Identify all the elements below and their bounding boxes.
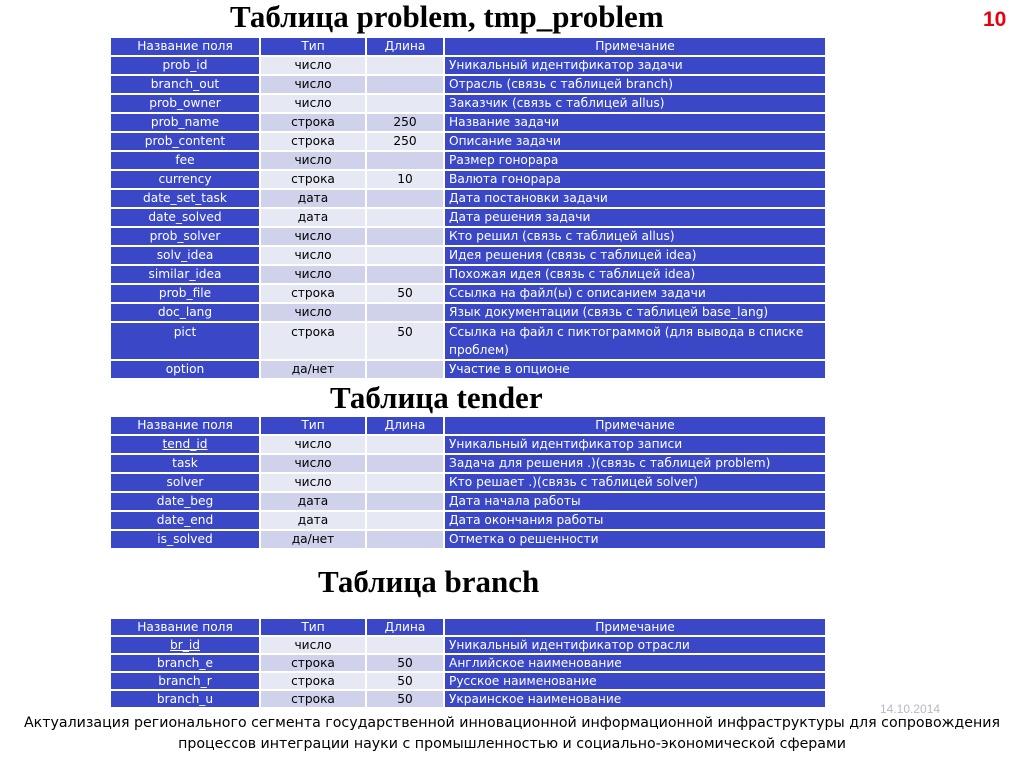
note-cell: Название задачи [445,114,825,131]
field-name-cell: solv_idea [111,247,259,264]
type-cell: число [261,95,365,112]
type-cell: число [261,152,365,169]
type-cell: строка [261,323,365,359]
field-name-cell: branch_e [111,655,259,671]
table-row [111,512,825,529]
table-row [111,95,825,112]
column-header-type: Тип [261,38,365,55]
note-cell: Отрасль (связь с таблицей branch) [445,76,825,93]
note-cell: Задача для решения .)(связь с таблицей problem) [445,455,825,472]
length-cell [367,209,443,226]
column-header-length: Длина [367,38,443,55]
table-problem-title: Таблица problem, tmp_problem [230,0,664,34]
note-cell: Дата окончания работы [445,512,825,529]
type-cell: да/нет [261,531,365,548]
table-row [111,171,825,188]
table-row [111,209,825,226]
table-row [111,493,825,510]
table-row [111,691,825,707]
slide-date: 14.10.2014 [880,702,941,716]
table-row [111,531,825,548]
table-row [111,323,825,359]
column-header-field: Название поля [111,619,259,635]
field-name-cell: branch_r [111,673,259,689]
length-cell: 50 [367,673,443,689]
table-branch-title: Таблица branch [318,564,540,599]
note-cell: Размер гонорара [445,152,825,169]
note-cell: Участие в опционе [445,361,825,378]
type-cell: число [261,57,365,74]
length-cell [367,531,443,548]
length-cell [367,474,443,491]
type-cell: число [261,474,365,491]
field-name-cell: date_solved [111,209,259,226]
type-cell: дата [261,493,365,510]
field-name-cell: date_set_task [111,190,259,207]
field-name-cell: branch_out [111,76,259,93]
page-number: 10 [983,8,1007,31]
length-cell: 250 [367,133,443,150]
note-cell: Русское наименование [445,673,825,689]
table-row [111,76,825,93]
field-name-cell: option [111,361,259,378]
length-cell [367,436,443,453]
table-header-row [111,619,825,635]
length-cell: 10 [367,171,443,188]
table-row [111,266,825,283]
type-cell: строка [261,691,365,707]
table-row [111,247,825,264]
field-name-cell: similar_idea [111,266,259,283]
type-cell: число [261,247,365,264]
type-cell: число [261,76,365,93]
length-cell [367,266,443,283]
column-header-note: Примечание [445,619,825,635]
column-header-type: Тип [261,619,365,635]
length-cell: 50 [367,323,443,359]
field-name-cell: currency [111,171,259,188]
field-name-cell: date_beg [111,493,259,510]
table-row [111,436,825,453]
table-row [111,285,825,302]
length-cell: 50 [367,285,443,302]
length-cell [367,455,443,472]
table-row [111,361,825,378]
note-cell: Дата постановки задачи [445,190,825,207]
table-header-row [111,38,825,55]
table-row [111,152,825,169]
length-cell [367,304,443,321]
field-name-cell: is_solved [111,531,259,548]
table-row [111,114,825,131]
field-name-cell: prob_owner [111,95,259,112]
field-name-cell: prob_solver [111,228,259,245]
length-cell [367,361,443,378]
table-tender-title: Таблица tender [330,380,543,415]
length-cell [367,637,443,653]
field-name-cell: date_end [111,512,259,529]
type-cell: строка [261,114,365,131]
column-header-field: Название поля [111,38,259,55]
table-row [111,673,825,689]
type-cell: число [261,637,365,653]
table-row [111,57,825,74]
type-cell: да/нет [261,361,365,378]
column-header-note: Примечание [445,417,825,434]
field-name-cell: prob_content [111,133,259,150]
type-cell: строка [261,171,365,188]
table-row [111,133,825,150]
field-name-cell: tend_id [111,436,259,453]
length-cell [367,152,443,169]
note-cell: Ссылка на файл(ы) с описанием задачи [445,285,825,302]
field-name-cell: pict [111,323,259,359]
field-name-cell: prob_name [111,114,259,131]
table-header-row [111,417,825,434]
note-cell: Английское наименование [445,655,825,671]
length-cell [367,57,443,74]
note-cell: Описание задачи [445,133,825,150]
type-cell: строка [261,133,365,150]
note-cell: Дата решения задачи [445,209,825,226]
field-name-cell: task [111,455,259,472]
note-cell: Кто решает .)(связь с таблицей solver) [445,474,825,491]
field-name-cell: prob_file [111,285,259,302]
type-cell: число [261,266,365,283]
type-cell: число [261,436,365,453]
column-header-length: Длина [367,619,443,635]
field-name-cell: br_id [111,637,259,653]
table-branch [109,617,827,709]
note-cell: Кто решил (связь с таблицей allus) [445,228,825,245]
column-header-length: Длина [367,417,443,434]
column-header-field: Название поля [111,417,259,434]
column-header-type: Тип [261,417,365,434]
table-row [111,190,825,207]
type-cell: строка [261,285,365,302]
length-cell [367,512,443,529]
note-cell: Дата начала работы [445,493,825,510]
length-cell [367,493,443,510]
length-cell: 250 [367,114,443,131]
slide-footer: Актуализация регионального сегмента государственной инновационной информационной инфраструктуры для сопровождения процессов интеграции науки с промышленностью и социально-экономической сферами [23,715,1001,752]
field-name-cell: branch_u [111,691,259,707]
type-cell: число [261,304,365,321]
type-cell: число [261,455,365,472]
field-name-cell: fee [111,152,259,169]
type-cell: дата [261,512,365,529]
note-cell: Похожая идея (связь с таблицей idea) [445,266,825,283]
length-cell: 50 [367,655,443,671]
table-row [111,228,825,245]
type-cell: строка [261,655,365,671]
note-cell: Валюта гонорара [445,171,825,188]
note-cell: Ссылка на файл с пиктограммой (для вывода в списке проблем) [445,323,825,359]
table-problem [109,36,827,380]
length-cell [367,76,443,93]
note-cell: Заказчик (связь с таблицей allus) [445,95,825,112]
note-cell: Уникальный идентификатор задачи [445,57,825,74]
note-cell: Идея решения (связь с таблицей idea) [445,247,825,264]
length-cell: 50 [367,691,443,707]
field-name-cell: prob_id [111,57,259,74]
note-cell: Украинское наименование [445,691,825,707]
type-cell: дата [261,209,365,226]
table-tender [109,415,827,550]
table-row [111,637,825,653]
note-cell: Уникальный идентификатор записи [445,436,825,453]
type-cell: строка [261,673,365,689]
note-cell: Уникальный идентификатор отрасли [445,637,825,653]
table-row [111,304,825,321]
type-cell: дата [261,190,365,207]
field-name-cell: doc_lang [111,304,259,321]
note-cell: Отметка о решенности [445,531,825,548]
note-cell: Язык документации (связь с таблицей base_lang) [445,304,825,321]
table-row [111,474,825,491]
length-cell [367,190,443,207]
table-row [111,455,825,472]
length-cell [367,228,443,245]
field-name-cell: solver [111,474,259,491]
table-row [111,655,825,671]
length-cell [367,95,443,112]
length-cell [367,247,443,264]
type-cell: число [261,228,365,245]
column-header-note: Примечание [445,38,825,55]
